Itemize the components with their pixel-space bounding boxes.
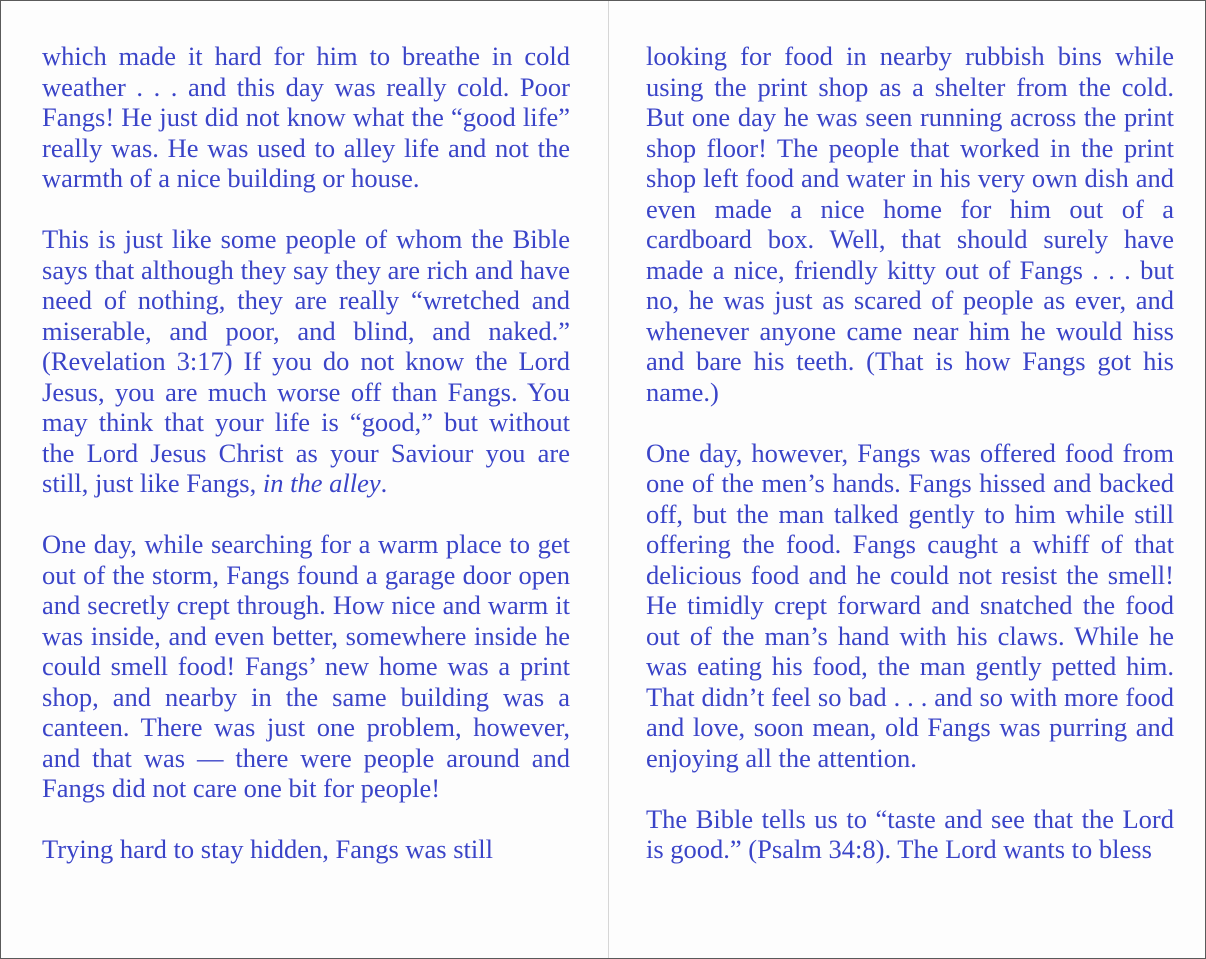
right-paragraph-2: One day, however, Fangs was offered food from one of the men’s hands. Fangs hissed and backed off, but the man talked gently to him while still offering the food. Fangs caught a whiff of that delicious food and he could not resist the smell! He timidly crept forward and snatched the food out of the man’s hand with his claws. While he was eating his food, the man gently petted him. That didn’t feel so bad . . . and so with more food and love, soon mean, old Fangs was purring and enjoying all the attention.	[646, 437, 1174, 773]
left-paragraph-2-text: This is just like some people of whom the Bible says that although they say they are rich and have need of nothing, they are really “wretched and miserable, and poor, and blind, and naked.” (Revelation 3:17) If you do not know the Lord Jesus, you are much worse off than Fangs. You may think that your life is “good,” but without the Lord Jesus Christ as your Saviour you are still, just like Fangs,	[42, 224, 570, 498]
left-page	[42, 41, 570, 895]
right-page	[646, 41, 1174, 895]
left-paragraph-2-italic: in the alley	[262, 468, 381, 498]
left-paragraph-4: Trying hard to stay hidden, Fangs was still	[42, 834, 493, 864]
left-paragraph-2-end: .	[380, 468, 388, 498]
right-paragraph-3: The Bible tells us to “taste and see that the Lord is good.” (Psalm 34:8). The Lord wants to bless	[646, 803, 1174, 864]
left-paragraph-2	[42, 224, 570, 499]
right-paragraph-1: looking for food in nearby rubbish bins while using the print shop as a shelter from the cold. But one day he was seen running across the print shop floor! The people that worked in the print shop left food and water in his very own dish and even made a nice home for him out of a cardboard box. Well, that should surely have made a nice, friendly kitty out of Fangs . . . but no, he was just as scared of people as ever, and whenever anyone came near him he would hiss and bare his teeth. (That is how Fangs got his name.)	[646, 41, 1174, 407]
left-paragraph-3: One day, while searching for a warm place to get out of the storm, Fangs found a garage door open and secretly crept through. How nice and warm it was inside, and even better, somewhere inside he could smell food! Fangs’ new home was a print shop, and nearby in the same building was a canteen. There was just one problem, however, and that was — there were people around and Fangs did not care one bit for people!	[42, 529, 570, 803]
page-gutter	[608, 1, 609, 958]
left-paragraph-1: which made it hard for him to breathe in cold weather . . . and this day was really cold. Poor Fangs! He just did not know what the “good life” really was. He was used to alley life and not the warmth of a nice building or house.	[42, 41, 570, 193]
